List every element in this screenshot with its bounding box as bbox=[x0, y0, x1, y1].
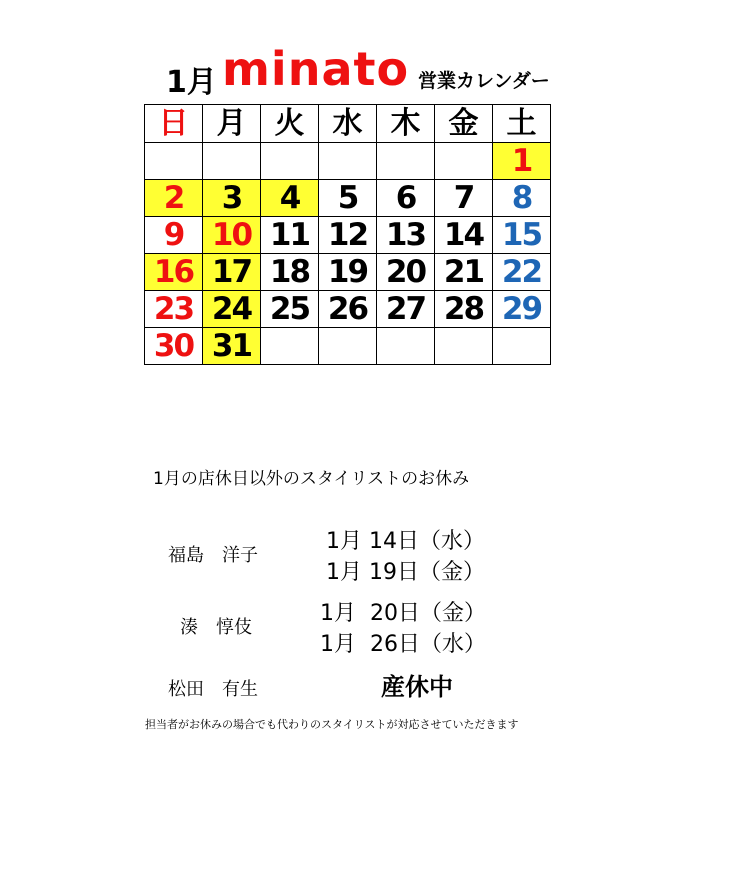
day-cell-closed: 2 bbox=[145, 180, 203, 217]
day-cell: 15 bbox=[493, 217, 551, 254]
day-cell: 7 bbox=[435, 180, 493, 217]
stylist-holiday-date: 1月 14日（水） bbox=[326, 529, 485, 554]
weekday-mon: 月 bbox=[203, 105, 261, 143]
week-row bbox=[145, 143, 551, 180]
day-cell bbox=[435, 328, 493, 365]
day-cell: 8 bbox=[493, 180, 551, 217]
day-cell: 12 bbox=[319, 217, 377, 254]
day-cell: 11 bbox=[261, 217, 319, 254]
weekday-sun: 日 bbox=[145, 105, 203, 143]
week-row bbox=[145, 254, 551, 291]
week-row bbox=[145, 328, 551, 365]
weekday-header-row bbox=[145, 105, 551, 143]
footnote: 担当者がお休みの場合でも代わりのスタイリストが対応させていただきます bbox=[145, 718, 519, 731]
day-cell-closed: 16 bbox=[145, 254, 203, 291]
day-cell-closed: 4 bbox=[261, 180, 319, 217]
day-cell: 29 bbox=[493, 291, 551, 328]
day-cell: 20 bbox=[377, 254, 435, 291]
weekday-sat: 土 bbox=[493, 105, 551, 143]
day-cell: 22 bbox=[493, 254, 551, 291]
day-cell: 27 bbox=[377, 291, 435, 328]
stylist-status: 産休中 bbox=[381, 673, 453, 701]
stylist-name: 福島 洋子 bbox=[168, 545, 258, 566]
stylist-holidays-heading: 1月の店休日以外のスタイリストのお休み bbox=[153, 469, 470, 489]
day-cell bbox=[493, 328, 551, 365]
day-cell bbox=[203, 143, 261, 180]
day-cell bbox=[377, 328, 435, 365]
day-cell-closed: 10 bbox=[203, 217, 261, 254]
title-brand: minato bbox=[222, 42, 410, 96]
day-cell-closed: 1 bbox=[493, 143, 551, 180]
day-cell: 28 bbox=[435, 291, 493, 328]
day-cell bbox=[377, 143, 435, 180]
weekday-fri: 金 bbox=[435, 105, 493, 143]
day-cell bbox=[261, 328, 319, 365]
title-suffix: 営業カレンダー bbox=[418, 70, 550, 92]
day-cell: 18 bbox=[261, 254, 319, 291]
day-cell: 14 bbox=[435, 217, 493, 254]
week-row bbox=[145, 291, 551, 328]
day-cell: 6 bbox=[377, 180, 435, 217]
day-cell: 9 bbox=[145, 217, 203, 254]
day-cell-closed: 31 bbox=[203, 328, 261, 365]
stylist-name: 湊 惇伎 bbox=[180, 617, 252, 638]
day-cell: 13 bbox=[377, 217, 435, 254]
stylist-holiday-date: 1月 20日（金） bbox=[320, 601, 486, 626]
day-cell: 25 bbox=[261, 291, 319, 328]
week-row bbox=[145, 217, 551, 254]
stylist-name: 松田 有生 bbox=[168, 679, 258, 700]
day-cell bbox=[261, 143, 319, 180]
day-cell-closed: 17 bbox=[203, 254, 261, 291]
day-cell: 5 bbox=[319, 180, 377, 217]
weekday-thu: 木 bbox=[377, 105, 435, 143]
stylist-holiday-date: 1月 19日（金） bbox=[326, 560, 485, 585]
day-cell: 21 bbox=[435, 254, 493, 291]
day-cell bbox=[145, 143, 203, 180]
calendar-grid bbox=[144, 104, 551, 365]
day-cell: 23 bbox=[145, 291, 203, 328]
week-row bbox=[145, 180, 551, 217]
day-cell: 26 bbox=[319, 291, 377, 328]
day-cell: 30 bbox=[145, 328, 203, 365]
title-month: 1月 bbox=[166, 65, 217, 100]
day-cell bbox=[319, 143, 377, 180]
stylist-holiday-date: 1月 26日（水） bbox=[320, 632, 486, 657]
weekday-wed: 水 bbox=[319, 105, 377, 143]
day-cell bbox=[435, 143, 493, 180]
day-cell-closed: 3 bbox=[203, 180, 261, 217]
day-cell bbox=[319, 328, 377, 365]
day-cell: 19 bbox=[319, 254, 377, 291]
day-cell-closed: 24 bbox=[203, 291, 261, 328]
weekday-tue: 火 bbox=[261, 105, 319, 143]
